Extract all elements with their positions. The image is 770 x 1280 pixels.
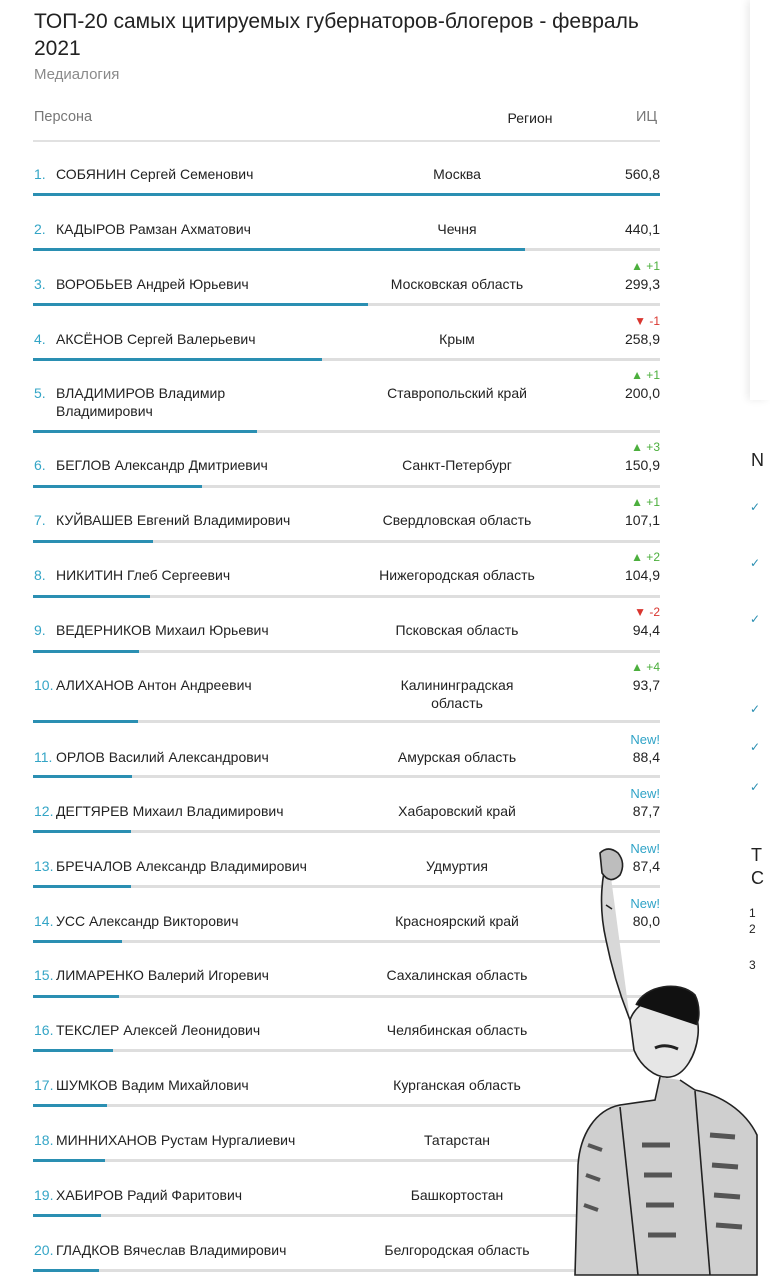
value-bar-track [33, 358, 660, 361]
rank-number: 9. [34, 622, 46, 638]
rank-number: 8. [34, 567, 46, 583]
rank-number: 18. [34, 1132, 54, 1148]
citation-index-value: 299,3 [624, 276, 660, 292]
column-header-person[interactable]: Персона [34, 109, 93, 125]
side-heading-fragment: T [751, 845, 762, 865]
value-bar-fill [33, 830, 131, 833]
value-bar-fill [33, 248, 525, 251]
region-name: Челябинская область [386, 1022, 528, 1038]
value-bar-fill [33, 430, 257, 433]
citation-index-value: 440,1 [624, 221, 660, 237]
citation-index-value: 88,4 [632, 749, 660, 765]
value-bar-fill [33, 1214, 101, 1217]
citation-index-value: 107,1 [624, 512, 660, 528]
value-bar-fill [33, 1269, 99, 1272]
person-name: БЕГЛОВ Александр Дмитриевич [56, 457, 268, 473]
value-bar-track [33, 303, 660, 306]
side-list-number: 3 [749, 958, 756, 972]
person-name: ТЕКСЛЕР Алексей Леонидович [56, 1022, 261, 1038]
side-check-icon: ✓ [750, 702, 761, 716]
citation-index-value: 94,4 [632, 622, 660, 638]
new-badge: New! [630, 896, 660, 911]
value-bar-fill [33, 995, 119, 998]
value-bar-fill [33, 1159, 105, 1162]
side-check-icon: ✓ [750, 500, 761, 514]
side-check-icon: ✓ [750, 740, 761, 754]
region-name: Ставропольский край [387, 385, 527, 401]
value-bar-fill [33, 775, 132, 778]
citation-index-value: 87,4 [632, 858, 660, 874]
rank-change-indicator: ▲ +2 [631, 550, 660, 564]
region-name: Московская область [390, 276, 524, 292]
value-bar-track [33, 720, 660, 723]
rank-number: 16. [34, 1022, 54, 1038]
citation-index-value: 258,9 [624, 331, 660, 347]
region-name: Башкортостан [410, 1187, 504, 1203]
value-bar-fill [33, 650, 139, 653]
new-badge: New! [630, 786, 660, 801]
rank-number: 11. [34, 749, 53, 765]
rank-change-indicator: ▼ -1 [634, 314, 660, 328]
region-name: Псковская область [395, 622, 519, 638]
side-check-icon: ✓ [750, 556, 761, 570]
rank-number: 2. [34, 221, 46, 237]
region-name: Красноярский край [395, 913, 519, 929]
rank-change-indicator: ▲ +4 [631, 660, 660, 674]
side-list-number: 1 [749, 906, 756, 920]
rank-change-indicator: ▲ +1 [631, 368, 660, 382]
person-name: СОБЯНИН Сергей Семенович [56, 166, 254, 182]
person-name: КАДЫРОВ Рамзан Ахматович [56, 221, 251, 237]
person-name: КУЙВАШЕВ Евгений Владимирович [56, 512, 291, 528]
value-bar-fill [33, 720, 138, 723]
citation-index-value: 87,7 [632, 803, 660, 819]
rank-number: 3. [34, 276, 46, 292]
person-name: АЛИХАНОВ Антон Андреевич [56, 677, 252, 693]
column-header-region[interactable]: Регион [507, 110, 553, 126]
value-bar-fill [33, 1104, 107, 1107]
person-name: ВЕДЕРНИКОВ Михаил Юрьевич [56, 622, 269, 638]
value-bar-fill [33, 940, 122, 943]
rank-number: 13. [34, 858, 54, 874]
rank-change-indicator: ▲ +1 [631, 259, 660, 273]
person-name: ГЛАДКОВ Вячеслав Владимирович [56, 1242, 287, 1258]
side-panel-card [750, 0, 770, 400]
rank-number: 17. [34, 1077, 54, 1093]
rank-number: 10. [34, 677, 54, 693]
value-bar-fill [33, 358, 322, 361]
rank-number: 15. [34, 967, 54, 983]
value-bar-fill [33, 193, 660, 196]
value-bar-track [33, 485, 660, 488]
value-bar-track [33, 248, 660, 251]
rank-number: 1. [34, 166, 46, 182]
rank-number: 6. [34, 457, 46, 473]
person-name: ВОРОБЬЕВ Андрей Юрьевич [56, 276, 249, 292]
rank-change-indicator: ▼ -2 [634, 605, 660, 619]
region-name: Курганская область [393, 1077, 521, 1093]
value-bar-track [33, 193, 660, 196]
value-bar-fill [33, 540, 153, 543]
side-heading-fragment: C [751, 868, 764, 888]
rank-change-indicator: ▲ +1 [631, 495, 660, 509]
new-badge: New! [630, 841, 660, 856]
region-name: Хабаровский край [398, 803, 516, 819]
value-bar-fill [33, 595, 150, 598]
new-badge: New! [630, 732, 660, 747]
side-check-icon: ✓ [750, 612, 761, 626]
value-bar-fill [33, 885, 131, 888]
value-bar-track [33, 650, 660, 653]
person-name: БРЕЧАЛОВ Александр Владимирович [56, 858, 307, 874]
region-name: Нижегородская область [379, 567, 535, 583]
person-name: НИКИТИН Глеб Сергеевич [56, 567, 231, 583]
citation-index-value: 93,7 [632, 677, 660, 693]
person-name: УСС Александр Викторович [56, 913, 239, 929]
region-name: Татарстан [423, 1132, 490, 1148]
person-name: ХАБИРОВ Радий Фаритович [56, 1187, 243, 1203]
rank-number: 20. [34, 1242, 54, 1258]
person-name: ЛИМАРЕНКО Валерий Игоревич [56, 967, 269, 983]
region-name: Чечня [437, 221, 477, 237]
region-name: Амурская область [397, 749, 517, 765]
region-name: Калининградская область [400, 677, 514, 711]
region-name: Санкт-Петербург [402, 457, 512, 473]
header-divider [33, 140, 660, 142]
rank-number: 7. [34, 512, 46, 528]
value-bar-track [33, 595, 660, 598]
person-name: МИННИХАНОВ Рустам Нургалиевич [56, 1132, 296, 1148]
person-name: ОРЛОВ Василий Александрович [56, 749, 269, 765]
value-bar-track [33, 540, 660, 543]
rank-number: 19. [34, 1187, 54, 1203]
person-name: ДЕГТЯРЕВ Михаил Владимирович [56, 803, 284, 819]
meme-figure-illustration [560, 845, 757, 1275]
citation-index-value: 560,8 [624, 166, 660, 182]
region-name: Москва [433, 166, 481, 182]
value-bar-fill [33, 485, 202, 488]
citation-index-value: 150,9 [624, 457, 660, 473]
region-name: Белгородская область [384, 1242, 530, 1258]
citation-index-value: 80,0 [632, 913, 660, 929]
rank-number: 14. [34, 913, 54, 929]
side-list-number: 2 [749, 922, 756, 936]
rank-change-indicator: ▲ +3 [631, 440, 660, 454]
region-name: Сахалинская область [386, 967, 528, 983]
citation-index-value: 104,9 [624, 567, 660, 583]
person-name: ВЛАДИМИРОВ Владимир Владимирович [56, 385, 226, 419]
value-bar-track [33, 830, 660, 833]
page-subtitle: Медиалогия [34, 66, 120, 83]
value-bar-track [33, 775, 660, 778]
region-name: Крым [439, 331, 475, 347]
value-bar-track [33, 430, 660, 433]
citation-index-value: 200,0 [624, 385, 660, 401]
side-heading-fragment: N [751, 450, 764, 470]
region-name: Свердловская область [382, 512, 532, 528]
page-title: ТОП-20 самых цитируемых губернаторов-блогеров - февраль 2021 [34, 10, 639, 60]
value-bar-fill [33, 303, 368, 306]
column-header-ic[interactable]: ИЦ [636, 109, 658, 125]
rank-number: 4. [34, 331, 46, 347]
rank-number: 5. [34, 385, 46, 401]
value-bar-fill [33, 1049, 113, 1052]
person-name: АКСЁНОВ Сергей Валерьевич [56, 331, 256, 347]
region-name: Удмуртия [426, 858, 488, 874]
rank-number: 12. [34, 803, 54, 819]
side-check-icon: ✓ [750, 780, 761, 794]
person-name: ШУМКОВ Вадим Михайлович [56, 1077, 249, 1093]
